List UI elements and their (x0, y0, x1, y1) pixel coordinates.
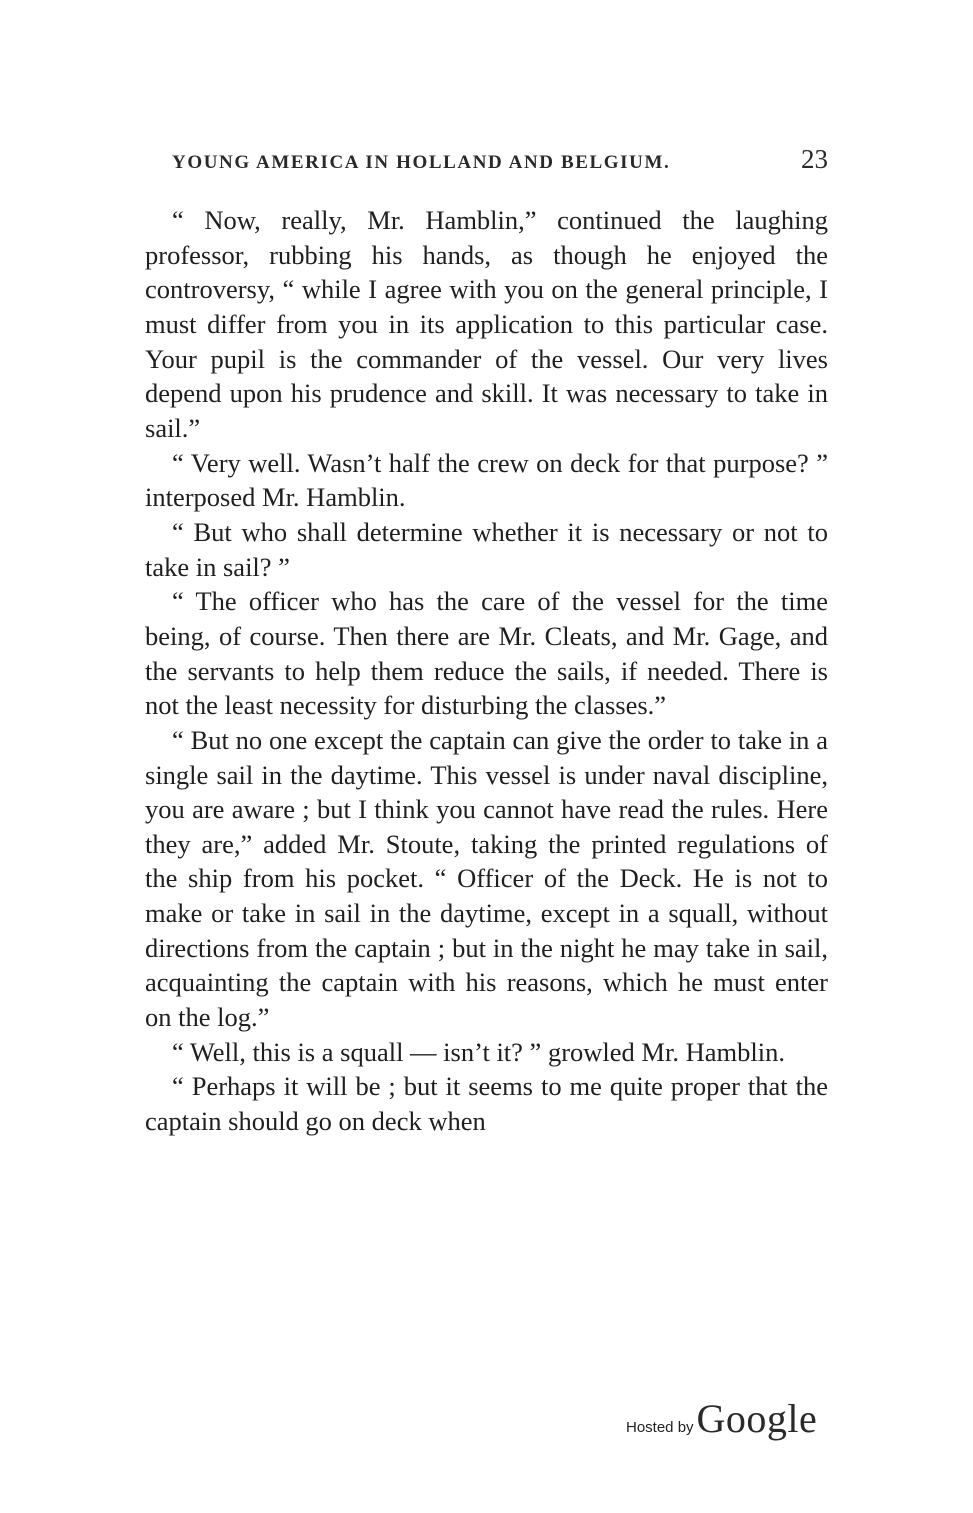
page-header (172, 144, 828, 175)
hosted-by-google-watermark (626, 1395, 817, 1442)
google-logo: Google (696, 1396, 818, 1441)
paragraph: “ The officer who has the care of the vessel for the time being, of course. Then there are Mr. Cleats, and Mr. Gage, and the servants to help them reduce the sails, if needed. There is not the least necessity for disturbing the classes.” (145, 586, 828, 721)
paragraph: “ But no one except the captain can give the order to take in a single sail in the daytime. This vessel is under naval discipline, you are aware ; but I think you cannot have read the rules. Here they are,” added Mr. Stoute, taking the printed regulations of the ship from his pocket. “ Officer of the Deck. He is not to make or take in sail in the daytime, except in a squall, without directions from the captain ; but in the night he may take in sail, acquainting the captain with his reasons, which he must enter on the log.” (145, 724, 828, 1033)
page-number: 23 (801, 144, 828, 174)
paragraph: “ Perhaps it will be ; but it seems to me quite proper that the captain should go on deck when (145, 1071, 828, 1137)
paragraph: “ Very well. Wasn’t half the crew on deck for that purpose? ” interposed Mr. Hamblin. (145, 447, 828, 513)
paragraph: “ Well, this is a squall — isn’t it? ” growled Mr. Hamblin. (172, 1036, 785, 1067)
hosted-by-label: Hosted by (626, 1419, 694, 1436)
paragraph: “ Now, really, Mr. Hamblin,” continued the laughing professor, rubbing his hands, as though he enjoyed the controversy, “ while I agree with you on the general principle, I must differ from you in its application to this particular case. Your pupil is the commander of the vessel. Our very lives depend upon his prudence and skill. It was necessary to take in sail.” (145, 205, 828, 443)
body-text (145, 203, 828, 1139)
running-head: YOUNG AMERICA IN HOLLAND AND BELGIUM. (172, 152, 671, 173)
paragraph: “ But who shall determine whether it is necessary or not to take in sail? ” (145, 516, 828, 582)
